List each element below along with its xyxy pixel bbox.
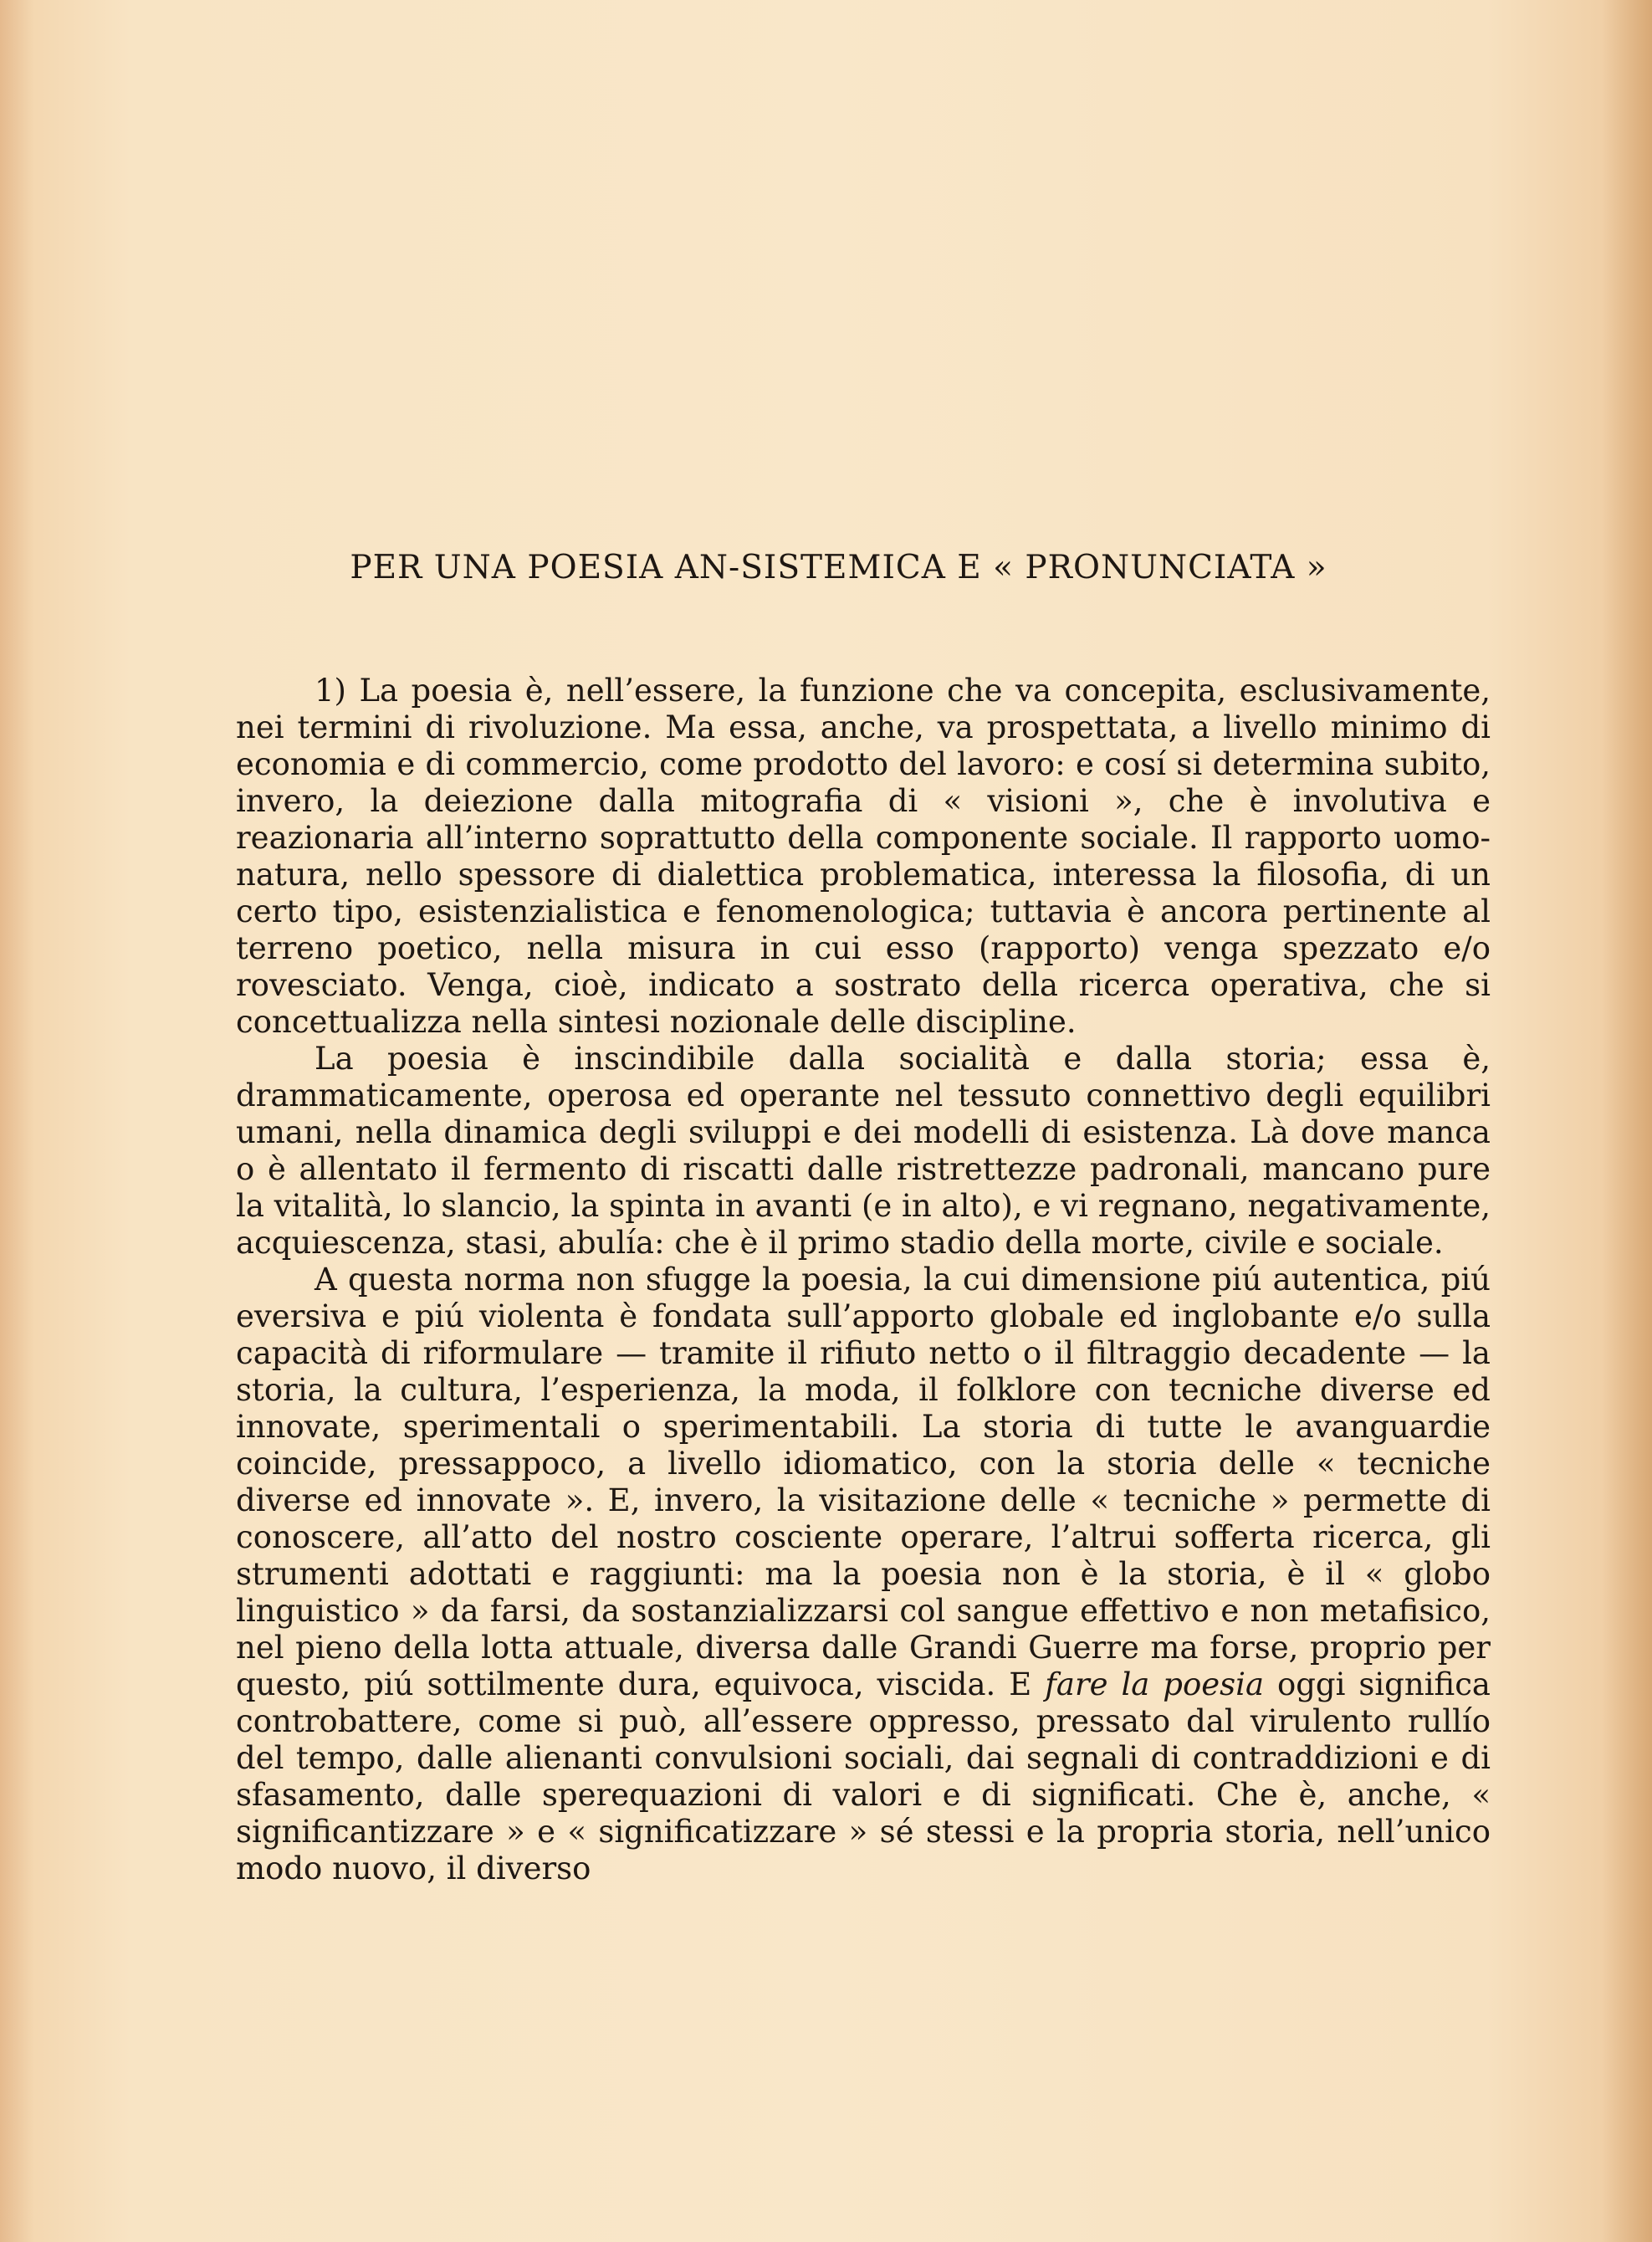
paragraph-2: La poesia è inscindibile dalla socialità e dalla storia; essa è, drammaticamente, operosa ed operante nel tessuto connettivo degli equilibri umani, nella dinamica degli sviluppi e dei modelli di esistenza. Là dove manca o è allentato il fermento di riscatti dalle ristrettezze padronali, mancano pure la vitalità, lo slancio, la spinta in avanti (e in alto), e vi regnano, negativamente, acquiescenza, stasi, abulía: che è il primo stadio della morte, civile e sociale. bbox=[236, 1041, 1491, 1261]
paragraph-3-italic-phrase: fare la poesia bbox=[1045, 1666, 1265, 1702]
paragraph-1: 1) La poesia è, nell’essere, la funzione che va concepita, esclusivamente, nei termini di rivoluzione. Ma essa, anche, va prospettata, a livello minimo di economia e di commercio, come prodotto del lavoro: e cosí si determina subito, invero, la deiezione dalla mitografia di « visioni », che è involutiva e reazionaria all’interno soprattutto della componente sociale. Il rapporto uomo-natura, nello spessore di dialettica problematica, interessa la filosofia, di un certo tipo, esistenzialistica e fenomenologica; tuttavia è ancora pertinente al terreno poetico, nella misura in cui esso (rapporto) venga spezzato e/o rovesciato. Venga, cioè, indicato a sostrato della ricerca operativa, che si concettualizza nella sintesi nozionale delle discipline. bbox=[236, 673, 1491, 1040]
paragraph-3-part-2: oggi significa controbattere, come si può, all’essere oppresso, pressato dal virulento rullío del tempo, dalle alienanti convulsioni sociali, dai segnali di contraddizioni e di sfasamento, dalle sperequazioni di valori e di significati. Che è, anche, « significantizzare » e « significatizzare » sé stessi e la propria storia, nell’unico modo nuovo, il diverso bbox=[236, 1666, 1491, 1886]
page-shadow-left bbox=[0, 0, 33, 2242]
essay-title: PER UNA POESIA AN-SISTEMICA E « PRONUNCIATA » bbox=[350, 549, 1327, 586]
page-shadow-right bbox=[1602, 0, 1652, 2242]
paragraph-3 bbox=[236, 1262, 1491, 1887]
paragraph-3-part-1: A questa norma non sfugge la poesia, la cui dimensione piú autentica, piú eversiva e piú violenta è fondata sull’apporto globale ed inglobante e/o sulla capacità di riformulare — tramite il rifiuto netto o il filtraggio decadente — la storia, la cultura, l’esperienza, la moda, il folklore con tecniche diverse ed innovate, sperimentali o sperimentabili. La storia di tutte le avanguardie coincide, pressappoco, a livello idiomatico, con la storia delle « tecniche diverse ed innovate ». E, invero, la visitazione delle « tecniche » permette di conoscere, all’atto del nostro cosciente operare, l’altrui sofferta ricerca, gli strumenti adottati e raggiunti: ma la poesia non è la storia, è il « globo linguistico » da farsi, da sostanzializzarsi col sangue effettivo e non metafisico, nel pieno della lotta attuale, diversa dalle Grandi Guerre ma forse, proprio per questo, piú sottilmente dura, equivoca, viscida. E bbox=[236, 1262, 1491, 1702]
essay-body bbox=[236, 673, 1491, 1887]
